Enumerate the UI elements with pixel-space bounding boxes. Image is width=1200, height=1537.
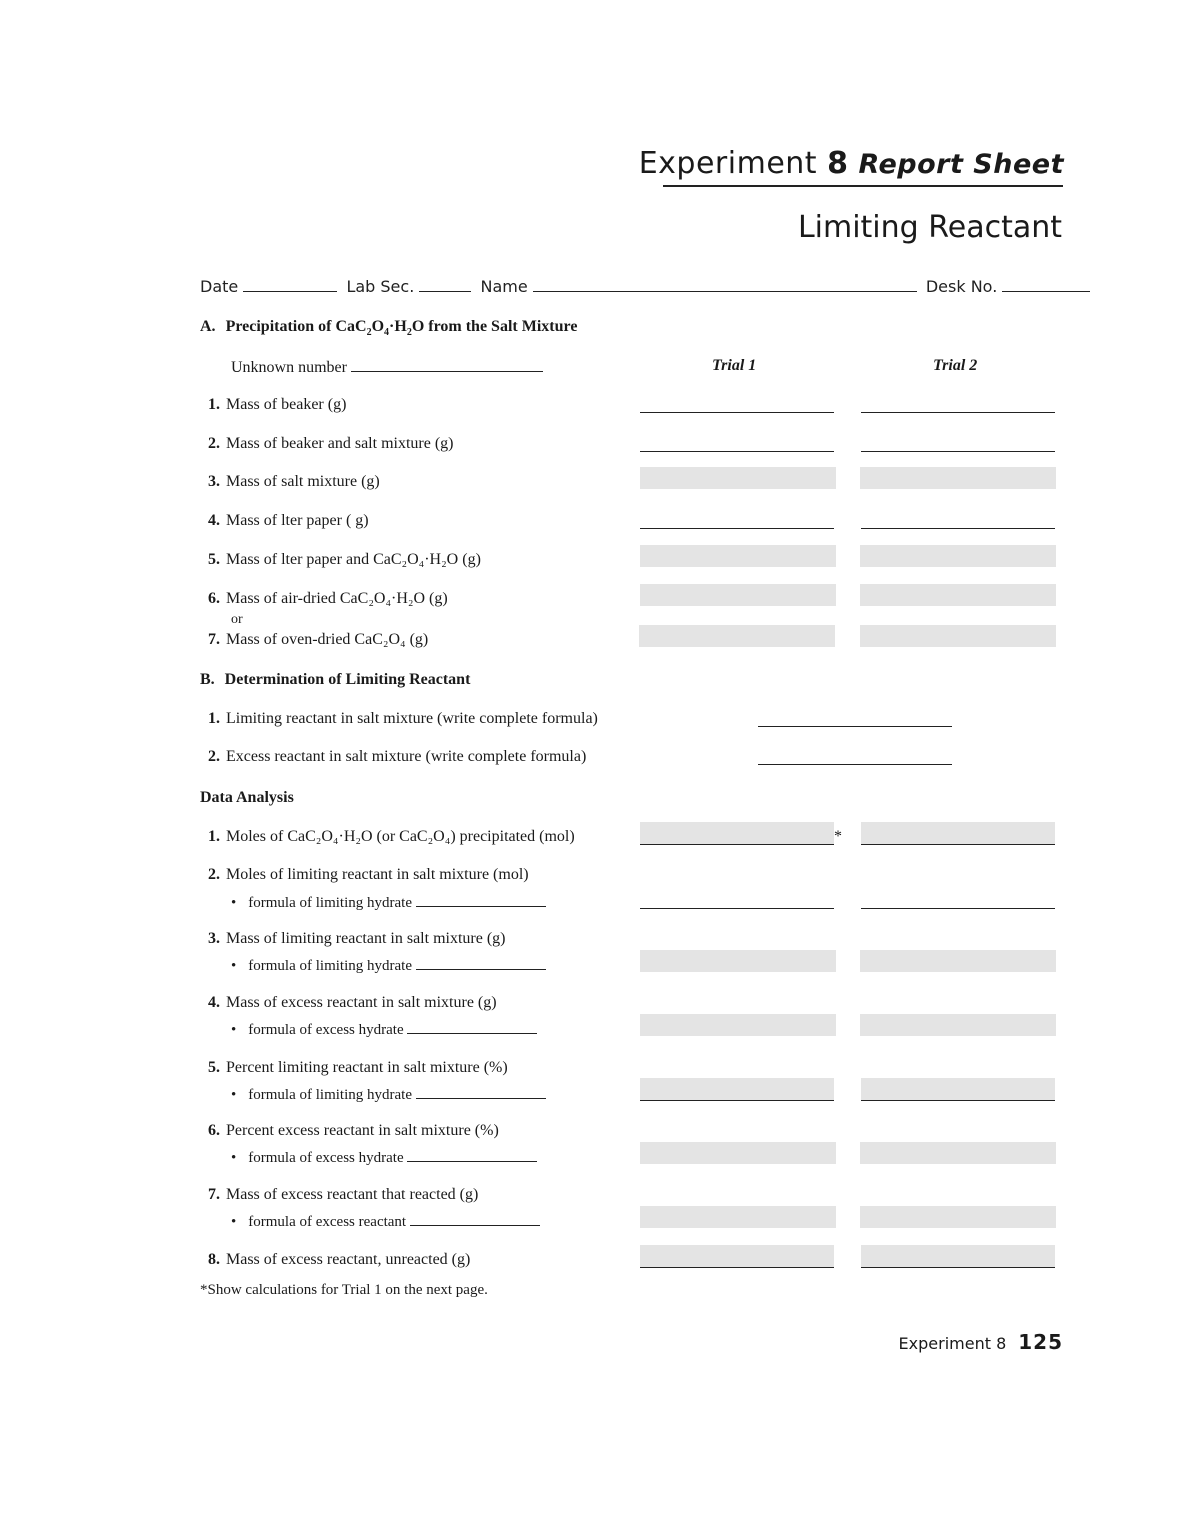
da4-trial2-box[interactable] (860, 1014, 1056, 1036)
da4-trial1-box[interactable] (640, 1014, 836, 1036)
da3-trial1-box[interactable] (640, 950, 836, 972)
da1-trial2-field[interactable] (861, 822, 1055, 845)
page-number: 125 (1018, 1330, 1063, 1354)
da-item-3: 3. Mass of limiting reactant in salt mixture (g) (208, 930, 506, 947)
da-item-3-sub: • formula of limiting hydrate (231, 955, 546, 975)
da5-formula-field[interactable] (416, 1084, 546, 1099)
da1-asterisk: * (834, 828, 842, 845)
da6-formula-field[interactable] (407, 1147, 537, 1162)
a5-trial2-box[interactable] (860, 545, 1056, 567)
data-analysis-heading: Data Analysis (200, 789, 294, 806)
experiment-word: Experiment (638, 146, 818, 181)
a-item-7: 7. Mass of oven-dried CaC₂O₄ (g) (208, 631, 429, 648)
da-item-2: 2. Moles of limiting reactant in salt mixture (mol) (208, 866, 529, 883)
name-label: Name (480, 277, 528, 296)
unknown-number-row (231, 357, 543, 377)
a5-trial1-box[interactable] (640, 545, 836, 567)
header-rule (663, 185, 1063, 187)
date-field[interactable] (243, 277, 337, 292)
a3-trial2-box[interactable] (860, 467, 1056, 489)
da3-formula-field[interactable] (416, 955, 546, 970)
page-footer (899, 1330, 1063, 1354)
report-header (639, 146, 1064, 181)
desk-no-label: Desk No. (925, 277, 998, 296)
section-b-letter: B. (200, 671, 215, 688)
unknown-number-label: Unknown number (231, 359, 347, 376)
da6-trial2-box[interactable] (860, 1142, 1056, 1164)
da-item-7: 7. Mass of excess reactant that reacted (g) (208, 1186, 479, 1203)
da4-formula-field[interactable] (407, 1019, 537, 1034)
a1-trial1-field[interactable] (640, 412, 834, 413)
a-item-6: 6. Mass of air-dried CaC₂O₄·H₂O (g) (208, 590, 448, 607)
page-title: Limiting Reactant (797, 210, 1062, 245)
da8-trial2-field[interactable] (861, 1245, 1055, 1268)
trial-1-heading: Trial 1 (712, 357, 757, 374)
a7-trial2-box[interactable] (860, 625, 1056, 647)
b-item-1: 1. Limiting reactant in salt mixture (write complete formula) (208, 710, 598, 727)
da5-trial2-field[interactable] (861, 1078, 1055, 1101)
lab-sec-label: Lab Sec. (346, 277, 415, 296)
a-item-1: 1. Mass of beaker (g) (208, 396, 347, 413)
a2-trial1-field[interactable] (640, 451, 834, 452)
da1-trial1-field[interactable] (640, 822, 834, 845)
da-item-5-sub: • formula of limiting hydrate (231, 1084, 546, 1104)
section-a-sub3: 2 (406, 327, 412, 339)
unknown-number-field[interactable] (351, 357, 543, 372)
da7-formula-field[interactable] (410, 1211, 540, 1226)
a2-trial2-field[interactable] (861, 451, 1055, 452)
a-item-3: 3. Mass of salt mixture (g) (208, 473, 380, 490)
footnote: *Show calculations for Trial 1 on the next page. (200, 1282, 488, 1298)
b-item-2: 2. Excess reactant in salt mixture (write complete formula) (208, 748, 587, 765)
da6-trial1-box[interactable] (640, 1142, 836, 1164)
da5-trial1-field[interactable] (640, 1078, 834, 1101)
b1-field[interactable] (758, 726, 952, 727)
section-a-letter: A. (200, 318, 216, 335)
da8-trial1-field[interactable] (640, 1245, 834, 1268)
da2-trial1-field[interactable] (640, 908, 834, 909)
da-item-6-sub: • formula of excess hydrate (231, 1147, 537, 1167)
da2-formula-field[interactable] (416, 892, 546, 907)
section-b-heading (200, 671, 470, 689)
a-item-4: 4. Mass of lter paper ( g) (208, 512, 369, 529)
a1-trial2-field[interactable] (861, 412, 1055, 413)
lab-sec-field[interactable] (419, 277, 471, 292)
date-label: Date (200, 277, 239, 296)
a-item-2: 2. Mass of beaker and salt mixture (g) (208, 435, 454, 452)
section-b-title: Determination of Limiting Reactant (224, 671, 471, 688)
da-item-2-sub: • formula of limiting hydrate (231, 892, 546, 912)
name-field[interactable] (533, 277, 917, 292)
da7-trial2-box[interactable] (860, 1206, 1056, 1228)
section-a-title-post: O from the Salt Mixture (411, 318, 578, 335)
b2-field[interactable] (758, 764, 952, 765)
experiment-number: 8 (827, 146, 849, 181)
section-a-title-pre: Precipitation of CaC (225, 318, 367, 335)
a7-trial1-box[interactable] (639, 625, 835, 647)
trial-2-heading: Trial 2 (933, 357, 978, 374)
da-item-1: 1. Moles of CaC₂O₄·H₂O (or CaC₂O₄) precipitated (mol) (208, 828, 575, 845)
or-text: or (231, 612, 243, 627)
desk-no-field[interactable] (1002, 277, 1090, 292)
report-sheet-label: Report Sheet (858, 149, 1064, 180)
section-a-title-o: O (371, 318, 385, 335)
footer-label: Experiment 8 (898, 1334, 1007, 1353)
a-item-5: 5. Mass of lter paper and CaC₂O₄·H₂O (g) (208, 551, 481, 568)
da7-trial1-box[interactable] (640, 1206, 836, 1228)
section-a-sub1: 2 (366, 327, 372, 339)
da3-trial2-box[interactable] (860, 950, 1056, 972)
section-a-title-dot: ·H (389, 318, 407, 335)
section-a-sub2: 4 (384, 327, 390, 339)
da-item-4-sub: • formula of excess hydrate (231, 1019, 537, 1039)
da-item-7-sub: • formula of excess reactant (231, 1211, 540, 1231)
a4-trial1-field[interactable] (640, 528, 834, 529)
a6-trial2-box[interactable] (860, 584, 1056, 606)
da-item-4: 4. Mass of excess reactant in salt mixture (g) (208, 994, 497, 1011)
a3-trial1-box[interactable] (640, 467, 836, 489)
a4-trial2-field[interactable] (861, 528, 1055, 529)
da-item-8: 8. Mass of excess reactant, unreacted (g) (208, 1251, 471, 1268)
info-line (200, 277, 1090, 296)
da-item-5: 5. Percent limiting reactant in salt mixture (%) (208, 1059, 508, 1076)
section-a-heading (200, 318, 577, 338)
da2-trial2-field[interactable] (861, 908, 1055, 909)
da-item-6: 6. Percent excess reactant in salt mixture (%) (208, 1122, 499, 1139)
a6-trial1-box[interactable] (640, 584, 836, 606)
